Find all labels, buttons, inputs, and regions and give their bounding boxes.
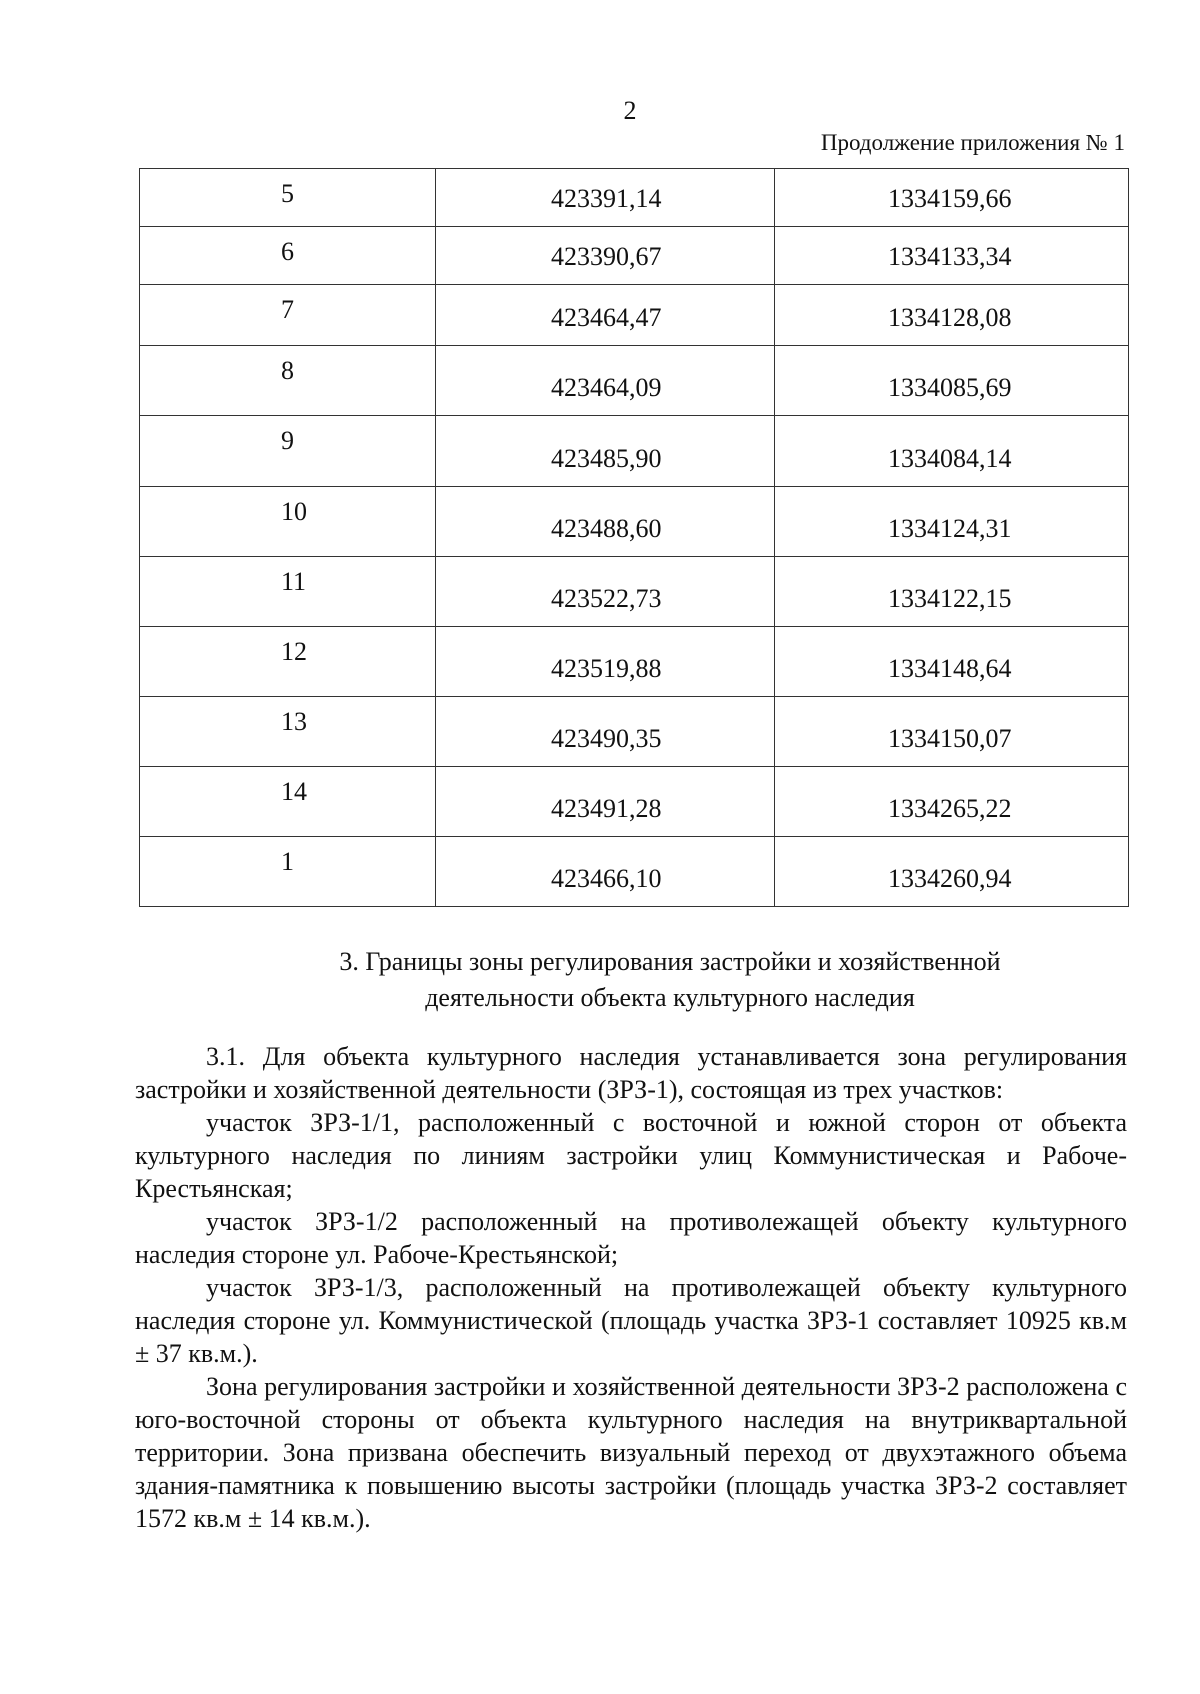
y-coordinate-cell xyxy=(775,487,1129,557)
y-coordinate-cell xyxy=(775,416,1129,487)
x-coordinate-cell xyxy=(436,285,775,346)
y-coordinate-cell xyxy=(775,346,1129,416)
point-number: 14 xyxy=(281,777,307,806)
paragraph-zrz-1-3: участок ЗРЗ-1/3, расположенный на противолежащей объекту культурного наследия стороне ул. Коммунистической (площадь участка ЗРЗ-1 составляет 10925 кв.м ± 37 кв.м.). xyxy=(135,1273,1127,1368)
y-coordinate: 1334148,64 xyxy=(888,654,1012,683)
y-coordinate: 1334128,08 xyxy=(888,303,1012,332)
point-number-cell xyxy=(140,227,436,285)
y-coordinate: 1334150,07 xyxy=(888,724,1012,753)
appendix-continuation-note: Продолжение приложения № 1 xyxy=(820,130,1125,155)
y-coordinate-cell xyxy=(775,169,1129,227)
point-number-cell xyxy=(140,285,436,346)
table-row xyxy=(140,557,1129,627)
x-coordinate-cell xyxy=(436,346,775,416)
point-number-cell xyxy=(140,169,436,227)
section-heading-line-1: 3. Границы зоны регулирования застройки и хозяйственной xyxy=(339,947,1001,976)
y-coordinate-cell xyxy=(775,697,1129,767)
table-row xyxy=(140,627,1129,697)
y-coordinate: 1334159,66 xyxy=(888,184,1012,213)
x-coordinate: 423390,67 xyxy=(551,242,662,271)
x-coordinate-cell xyxy=(436,837,775,907)
section-heading-line-2: деятельности объекта культурного наследия xyxy=(425,983,915,1012)
table-row xyxy=(140,837,1129,907)
x-coordinate-cell xyxy=(436,557,775,627)
y-coordinate-cell xyxy=(775,227,1129,285)
x-coordinate-cell xyxy=(436,697,775,767)
y-coordinate: 1334265,22 xyxy=(888,794,1012,823)
point-number: 8 xyxy=(281,356,294,385)
table-row xyxy=(140,285,1129,346)
point-number-cell xyxy=(140,697,436,767)
point-number: 9 xyxy=(281,426,294,455)
y-coordinate-cell xyxy=(775,837,1129,907)
x-coordinate-cell xyxy=(436,767,775,837)
table-row xyxy=(140,487,1129,557)
y-coordinate-cell xyxy=(775,627,1129,697)
point-number-cell xyxy=(140,487,436,557)
page-number: 2 xyxy=(623,96,637,125)
x-coordinate: 423488,60 xyxy=(551,514,662,543)
point-number: 10 xyxy=(281,497,307,526)
y-coordinate: 1334122,15 xyxy=(888,584,1012,613)
point-number-cell xyxy=(140,627,436,697)
paragraph-zrz-1-2: участок ЗРЗ-1/2 расположенный на противолежащей объекту культурного наследия стороне ул. Рабоче-Крестьянской; xyxy=(135,1207,1127,1269)
section-heading xyxy=(170,944,1170,1016)
point-number: 6 xyxy=(281,237,294,266)
table-row xyxy=(140,697,1129,767)
table-row xyxy=(140,169,1129,227)
x-coordinate: 423464,47 xyxy=(551,303,662,332)
point-number-cell xyxy=(140,416,436,487)
point-number: 11 xyxy=(281,567,307,596)
x-coordinate: 423466,10 xyxy=(551,864,662,893)
point-number: 5 xyxy=(281,179,294,208)
y-coordinate-cell xyxy=(775,557,1129,627)
y-coordinate: 1334260,94 xyxy=(888,864,1012,893)
y-coordinate: 1334124,31 xyxy=(888,514,1012,543)
point-number-cell xyxy=(140,346,436,416)
point-number-cell xyxy=(140,767,436,837)
table-row xyxy=(140,416,1129,487)
table-row xyxy=(140,227,1129,285)
point-number: 7 xyxy=(281,295,294,324)
point-number: 1 xyxy=(281,847,294,876)
x-coordinate: 423485,90 xyxy=(551,444,662,473)
y-coordinate: 1334084,14 xyxy=(888,444,1012,473)
paragraph-zrz-2: Зона регулирования застройки и хозяйственной деятельности ЗРЗ-2 расположена с юго-восточной стороны от объекта культурного наследия на внутриквартальной территории. Зона призвана обеспечить визуальный переход от двухэтажного объема здания-памятника к повышению высоты застройки (площадь участка ЗРЗ-2 составляет 1572 кв.м ± 14 кв.м.). xyxy=(135,1372,1127,1533)
y-coordinate-cell xyxy=(775,767,1129,837)
y-coordinate-cell xyxy=(775,285,1129,346)
table-row xyxy=(140,346,1129,416)
paragraph-zrz-1-1: участок ЗРЗ-1/1, расположенный с восточной и южной сторон от объекта культурного наследия по линиям застройки улиц Коммунистическая и Рабоче-Крестьянская; xyxy=(135,1108,1127,1203)
x-coordinate: 423519,88 xyxy=(551,654,662,683)
x-coordinate-cell xyxy=(436,487,775,557)
y-coordinate: 1334133,34 xyxy=(888,242,1012,271)
x-coordinate: 423464,09 xyxy=(551,373,662,402)
section-body xyxy=(135,1040,1127,1535)
x-coordinate-cell xyxy=(436,169,775,227)
point-number-cell xyxy=(140,837,436,907)
y-coordinate: 1334085,69 xyxy=(888,373,1012,402)
x-coordinate: 423391,14 xyxy=(551,184,662,213)
point-number: 13 xyxy=(281,707,307,736)
x-coordinate-cell xyxy=(436,627,775,697)
point-number-cell xyxy=(140,557,436,627)
x-coordinate-cell xyxy=(436,227,775,285)
coordinates-table xyxy=(139,168,1129,907)
table-row xyxy=(140,767,1129,837)
point-number: 12 xyxy=(281,637,307,666)
x-coordinate: 423491,28 xyxy=(551,794,662,823)
x-coordinate: 423522,73 xyxy=(551,584,662,613)
x-coordinate: 423490,35 xyxy=(551,724,662,753)
paragraph-3-1: 3.1. Для объекта культурного наследия устанавливается зона регулирования застройки и хозяйственной деятельности (ЗРЗ-1), состоящая из трех участков: xyxy=(135,1042,1127,1104)
x-coordinate-cell xyxy=(436,416,775,487)
